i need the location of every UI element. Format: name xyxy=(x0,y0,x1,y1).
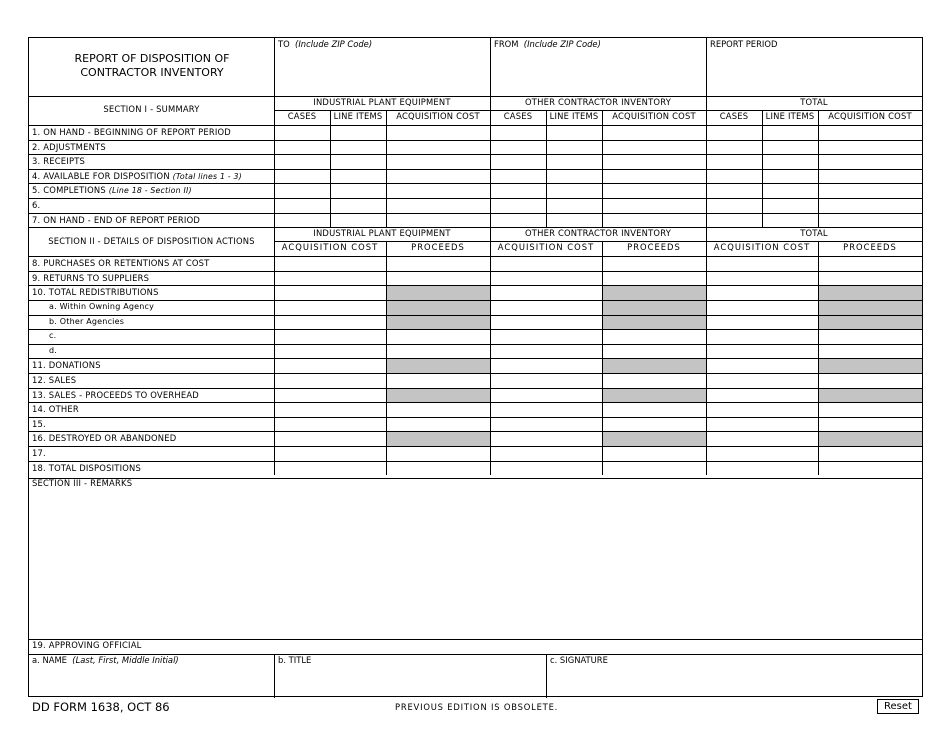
reset-button[interactable]: Reset xyxy=(877,699,919,714)
disposition-row-label: 18. TOTAL DISPOSITIONS xyxy=(32,462,142,473)
disposition-cell-input[interactable] xyxy=(604,331,704,343)
divider xyxy=(29,344,922,345)
form-title-line1: REPORT OF DISPOSITION OF xyxy=(74,52,230,65)
shaded-cell xyxy=(819,359,922,373)
disposition-row-label: b. Other Agencies xyxy=(49,316,125,326)
divider xyxy=(490,38,491,96)
title-label: b. TITLE xyxy=(278,655,312,665)
summary-cell-input[interactable] xyxy=(604,185,704,197)
disposition-cell-input[interactable] xyxy=(388,258,488,270)
shaded-cell xyxy=(603,359,706,373)
summary-row-label xyxy=(32,185,192,195)
section-remarks-title: SECTION III - REMARKS xyxy=(32,478,133,488)
summary-cell-input[interactable] xyxy=(492,142,544,154)
approver-name-field[interactable] xyxy=(32,667,270,695)
divider xyxy=(274,96,275,227)
summary-column-header: LINE ITEMS xyxy=(765,111,815,121)
disposition-cell-input[interactable] xyxy=(492,375,600,387)
summary-row-text: 6. xyxy=(32,200,41,210)
divider xyxy=(274,654,275,698)
disposition-cell-input[interactable] xyxy=(492,448,600,460)
summary-cell-input[interactable] xyxy=(332,185,384,197)
summary-cell-input[interactable] xyxy=(332,156,384,168)
disposition-column-header: ACQUISITION COST xyxy=(281,242,379,253)
summary-cell-input[interactable] xyxy=(820,185,920,197)
summary-column-header: LINE ITEMS xyxy=(333,111,383,121)
disposition-column-header: ACQUISITION COST xyxy=(497,242,595,253)
section-disposition-title: SECTION II - DETAILS OF DISPOSITION ACTIONS xyxy=(48,236,255,247)
shaded-cell xyxy=(603,301,706,315)
disposition-cell-input[interactable] xyxy=(708,346,816,358)
disposition-cell-input[interactable] xyxy=(604,273,704,285)
shaded-cell xyxy=(819,286,922,300)
disposition-cell-input[interactable] xyxy=(276,346,384,358)
disposition-cell-input[interactable] xyxy=(604,463,704,475)
summary-cell-input[interactable] xyxy=(708,171,760,183)
disposition-row-label: c. xyxy=(49,331,57,341)
summary-cell-input[interactable] xyxy=(276,142,328,154)
disposition-cell-input[interactable] xyxy=(604,404,704,416)
summary-cell-input[interactable] xyxy=(388,200,488,212)
to-label-wrap xyxy=(278,39,372,49)
form-title-line2: CONTRACTOR INVENTORY xyxy=(80,66,224,79)
divider xyxy=(29,461,922,462)
disposition-cell-input[interactable] xyxy=(708,287,816,299)
summary-cell-input[interactable] xyxy=(820,142,920,154)
disposition-row-label: 14. OTHER xyxy=(32,404,79,415)
disposition-cell-input[interactable] xyxy=(820,346,920,358)
disposition-column-header: ACQUISITION COST xyxy=(713,242,811,253)
disposition-row-label: 9. RETURNS TO SUPPLIERS xyxy=(32,272,150,283)
disposition-cell-input[interactable] xyxy=(492,433,600,445)
disposition-cell-input[interactable] xyxy=(604,258,704,270)
summary-cell-input[interactable] xyxy=(708,142,760,154)
approver-title-field[interactable] xyxy=(278,667,542,695)
summary-cell-input[interactable] xyxy=(708,127,760,139)
disposition-cell-input[interactable] xyxy=(820,448,920,460)
divider xyxy=(29,402,922,403)
summary-column-header: CASES xyxy=(503,111,533,121)
summary-cell-input[interactable] xyxy=(604,215,704,227)
disposition-group-header: OTHER CONTRACTOR INVENTORY xyxy=(524,228,672,239)
disposition-cell-input[interactable] xyxy=(604,346,704,358)
form-title xyxy=(29,52,275,80)
summary-cell-input[interactable] xyxy=(708,215,760,227)
disposition-cell-input[interactable] xyxy=(708,258,816,270)
summary-row-text: 1. ON HAND - BEGINNING OF REPORT PERIOD xyxy=(32,127,231,137)
disposition-cell-input[interactable] xyxy=(276,331,384,343)
disposition-cell-input[interactable] xyxy=(276,287,384,299)
disposition-cell-input[interactable] xyxy=(492,346,600,358)
summary-cell-input[interactable] xyxy=(548,156,600,168)
summary-group-header: INDUSTRIAL PLANT EQUIPMENT xyxy=(313,97,451,107)
divider xyxy=(29,639,922,640)
summary-row-label xyxy=(32,171,242,181)
disposition-cell-input[interactable] xyxy=(276,302,384,314)
summary-cell-input[interactable] xyxy=(708,200,760,212)
summary-row-text: 4. AVAILABLE FOR DISPOSITION xyxy=(32,170,173,181)
divider xyxy=(274,38,275,96)
summary-cell-input[interactable] xyxy=(332,215,384,227)
summary-cell-input[interactable] xyxy=(764,142,816,154)
shaded-cell xyxy=(387,432,490,446)
summary-cell-input[interactable] xyxy=(764,185,816,197)
disposition-cell-input[interactable] xyxy=(276,419,384,431)
disposition-row-label: a. Within Owning Agency xyxy=(49,302,155,311)
disposition-row-label: 17. xyxy=(32,448,46,458)
summary-cell-input[interactable] xyxy=(492,156,544,168)
disposition-cell-input[interactable] xyxy=(492,463,600,475)
summary-cell-input[interactable] xyxy=(332,200,384,212)
divider xyxy=(29,213,922,214)
to-label: TO xyxy=(278,39,290,49)
summary-cell-input[interactable] xyxy=(332,142,384,154)
summary-cell-input[interactable] xyxy=(388,171,488,183)
disposition-cell-input[interactable] xyxy=(388,448,488,460)
summary-cell-input[interactable] xyxy=(388,127,488,139)
summary-cell-input[interactable] xyxy=(764,156,816,168)
disposition-cell-input[interactable] xyxy=(708,302,816,314)
disposition-cell-input[interactable] xyxy=(388,346,488,358)
disposition-cell-input[interactable] xyxy=(604,448,704,460)
disposition-cell-input[interactable] xyxy=(276,273,384,285)
approver-signature-field[interactable] xyxy=(550,667,918,695)
summary-cell-input[interactable] xyxy=(492,185,544,197)
summary-cell-input[interactable] xyxy=(708,185,760,197)
summary-row-text: 3. RECEIPTS xyxy=(32,156,86,167)
summary-cell-input[interactable] xyxy=(388,215,488,227)
edition-note: PREVIOUS EDITION IS OBSOLETE. xyxy=(395,702,559,712)
to-address-field[interactable] xyxy=(278,50,486,94)
disposition-cell-input[interactable] xyxy=(492,273,600,285)
divider xyxy=(29,183,922,184)
disposition-cell-input[interactable] xyxy=(708,360,816,372)
divider xyxy=(706,227,707,475)
disposition-cell-input[interactable] xyxy=(820,404,920,416)
summary-row-text: 7. ON HAND - END OF REPORT PERIOD xyxy=(32,214,201,225)
disposition-cell-input[interactable] xyxy=(708,404,816,416)
summary-cell-input[interactable] xyxy=(708,156,760,168)
summary-cell-input[interactable] xyxy=(492,171,544,183)
summary-cell-input[interactable] xyxy=(548,185,600,197)
disposition-row-label: d. xyxy=(49,345,58,355)
disposition-cell-input[interactable] xyxy=(708,375,816,387)
signature-label: c. SIGNATURE xyxy=(550,655,608,665)
summary-column-header: CASES xyxy=(719,111,749,121)
summary-cell-input[interactable] xyxy=(548,215,600,227)
disposition-row-label: 11. DONATIONS xyxy=(32,360,101,371)
shaded-cell xyxy=(603,286,706,300)
disposition-cell-input[interactable] xyxy=(708,317,816,329)
disposition-cell-input[interactable] xyxy=(492,331,600,343)
from-hint: (Include ZIP Code) xyxy=(523,39,601,49)
disposition-cell-input[interactable] xyxy=(492,390,600,402)
disposition-cell-input[interactable] xyxy=(276,463,384,475)
summary-cell-input[interactable] xyxy=(276,127,328,139)
shaded-cell xyxy=(603,316,706,330)
summary-cell-input[interactable] xyxy=(276,200,328,212)
summary-cell-input[interactable] xyxy=(604,171,704,183)
disposition-row-label: 15. xyxy=(32,418,46,429)
shaded-cell xyxy=(387,389,490,403)
disposition-cell-input[interactable] xyxy=(276,448,384,460)
disposition-cell-input[interactable] xyxy=(276,258,384,270)
report-period-label: REPORT PERIOD xyxy=(710,39,778,49)
disposition-row-label: 8. PURCHASES OR RETENTIONS AT COST xyxy=(32,258,210,269)
summary-cell-input[interactable] xyxy=(604,127,704,139)
summary-row-note: (Total lines 1 - 3) xyxy=(172,171,242,181)
name-label-wrap xyxy=(32,655,179,665)
summary-cell-input[interactable] xyxy=(276,156,328,168)
disposition-cell-input[interactable] xyxy=(708,448,816,460)
summary-cell-input[interactable] xyxy=(332,127,384,139)
divider xyxy=(29,140,922,141)
remarks-field[interactable] xyxy=(32,490,918,636)
shaded-cell xyxy=(819,432,922,446)
disposition-cell-input[interactable] xyxy=(820,375,920,387)
shaded-cell xyxy=(819,389,922,403)
summary-row-text: 5. COMPLETIONS xyxy=(32,185,109,196)
disposition-cell-input[interactable] xyxy=(708,331,816,343)
summary-cell-input[interactable] xyxy=(492,215,544,227)
summary-cell-input[interactable] xyxy=(276,171,328,183)
shaded-cell xyxy=(387,316,490,330)
summary-row-label xyxy=(32,215,200,225)
report-period-field[interactable] xyxy=(710,50,918,94)
summary-cell-input[interactable] xyxy=(820,171,920,183)
shaded-cell xyxy=(387,301,490,315)
form-identifier: DD FORM 1638, OCT 86 xyxy=(32,700,170,714)
disposition-cell-input[interactable] xyxy=(276,404,384,416)
summary-cell-input[interactable] xyxy=(388,142,488,154)
disposition-cell-input[interactable] xyxy=(492,287,600,299)
disposition-column-header: PROCEEDS xyxy=(627,242,681,253)
divider xyxy=(706,96,707,227)
disposition-cell-input[interactable] xyxy=(388,419,488,431)
disposition-cell-input[interactable] xyxy=(492,404,600,416)
divider xyxy=(29,329,922,330)
from-address-field[interactable] xyxy=(494,50,702,94)
disposition-cell-input[interactable] xyxy=(276,433,384,445)
disposition-cell-input[interactable] xyxy=(604,419,704,431)
summary-row-text: 2. ADJUSTMENTS xyxy=(32,141,106,152)
disposition-cell-input[interactable] xyxy=(492,302,600,314)
disposition-cell-input[interactable] xyxy=(388,404,488,416)
summary-group-header: OTHER CONTRACTOR INVENTORY xyxy=(524,97,672,107)
summary-cell-input[interactable] xyxy=(604,142,704,154)
summary-row-note: (Line 18 - Section II) xyxy=(108,186,192,196)
disposition-cell-input[interactable] xyxy=(388,463,488,475)
approving-official-title: 19. APPROVING OFFICIAL xyxy=(32,640,142,650)
summary-row-label xyxy=(32,142,106,152)
summary-cell-input[interactable] xyxy=(548,200,600,212)
disposition-cell-input[interactable] xyxy=(276,375,384,387)
summary-cell-input[interactable] xyxy=(548,142,600,154)
summary-cell-input[interactable] xyxy=(492,127,544,139)
disposition-cell-input[interactable] xyxy=(276,317,384,329)
name-label: a. NAME xyxy=(32,655,67,665)
summary-cell-input[interactable] xyxy=(548,171,600,183)
divider xyxy=(546,654,547,698)
shaded-cell xyxy=(603,432,706,446)
summary-cell-input[interactable] xyxy=(276,215,328,227)
from-label-wrap xyxy=(494,39,601,49)
disposition-row-label: 16. DESTROYED OR ABANDONED xyxy=(32,433,177,444)
disposition-cell-input[interactable] xyxy=(492,258,600,270)
shaded-cell xyxy=(387,359,490,373)
divider xyxy=(274,110,922,111)
divider xyxy=(274,227,275,475)
summary-cell-input[interactable] xyxy=(604,200,704,212)
summary-cell-input[interactable] xyxy=(820,215,920,227)
summary-cell-input[interactable] xyxy=(388,156,488,168)
disposition-cell-input[interactable] xyxy=(276,390,384,402)
disposition-form xyxy=(28,37,923,697)
divider xyxy=(29,478,922,479)
disposition-row-label: 10. TOTAL REDISTRIBUTIONS xyxy=(32,287,159,298)
from-label: FROM xyxy=(494,39,519,49)
divider xyxy=(490,96,491,227)
disposition-cell-input[interactable] xyxy=(388,375,488,387)
summary-column-header: ACQUISITION COST xyxy=(828,111,912,121)
summary-cell-input[interactable] xyxy=(604,156,704,168)
section-summary-title: SECTION I - SUMMARY xyxy=(103,104,200,114)
disposition-cell-input[interactable] xyxy=(492,419,600,431)
disposition-cell-input[interactable] xyxy=(708,390,816,402)
shaded-cell xyxy=(603,389,706,403)
summary-cell-input[interactable] xyxy=(276,185,328,197)
disposition-cell-input[interactable] xyxy=(820,331,920,343)
summary-cell-input[interactable] xyxy=(764,200,816,212)
disposition-cell-input[interactable] xyxy=(708,433,816,445)
summary-column-header: CASES xyxy=(287,111,317,121)
summary-group-header: TOTAL xyxy=(800,97,828,107)
disposition-row-label: 13. SALES - PROCEEDS TO OVERHEAD xyxy=(32,389,199,400)
summary-cell-input[interactable] xyxy=(820,156,920,168)
summary-column-header: ACQUISITION COST xyxy=(612,111,696,121)
divider xyxy=(29,417,922,418)
summary-column-header: ACQUISITION COST xyxy=(396,111,480,121)
divider xyxy=(29,154,922,155)
disposition-cell-input[interactable] xyxy=(388,331,488,343)
divider xyxy=(29,446,922,447)
divider xyxy=(29,125,922,126)
summary-column-header: LINE ITEMS xyxy=(549,111,599,121)
disposition-group-header: INDUSTRIAL PLANT EQUIPMENT xyxy=(313,228,451,239)
disposition-cell-input[interactable] xyxy=(820,419,920,431)
disposition-cell-input[interactable] xyxy=(820,463,920,475)
summary-cell-input[interactable] xyxy=(820,127,920,139)
disposition-row-label: 12. SALES xyxy=(32,375,77,385)
summary-row-label xyxy=(32,156,85,166)
summary-cell-input[interactable] xyxy=(388,185,488,197)
disposition-cell-input[interactable] xyxy=(492,360,600,372)
disposition-cell-input[interactable] xyxy=(708,463,816,475)
disposition-cell-input[interactable] xyxy=(492,317,600,329)
disposition-cell-input[interactable] xyxy=(276,360,384,372)
disposition-cell-input[interactable] xyxy=(708,419,816,431)
to-hint: (Include ZIP Code) xyxy=(295,39,373,49)
disposition-cell-input[interactable] xyxy=(604,375,704,387)
summary-cell-input[interactable] xyxy=(764,127,816,139)
summary-cell-input[interactable] xyxy=(764,215,816,227)
summary-cell-input[interactable] xyxy=(764,171,816,183)
summary-row-label xyxy=(32,127,231,137)
divider xyxy=(706,38,707,96)
disposition-column-header: PROCEEDS xyxy=(411,242,465,253)
divider xyxy=(29,256,922,257)
summary-cell-input[interactable] xyxy=(820,200,920,212)
divider xyxy=(29,198,922,199)
disposition-cell-input[interactable] xyxy=(708,273,816,285)
disposition-cell-input[interactable] xyxy=(820,258,920,270)
summary-cell-input[interactable] xyxy=(492,200,544,212)
shaded-cell xyxy=(819,316,922,330)
divider xyxy=(274,241,922,242)
divider xyxy=(29,271,922,272)
disposition-group-header: TOTAL xyxy=(800,228,828,239)
disposition-cell-input[interactable] xyxy=(388,273,488,285)
disposition-cell-input[interactable] xyxy=(820,273,920,285)
divider xyxy=(29,169,922,170)
summary-row-label xyxy=(32,200,40,210)
divider xyxy=(490,227,491,475)
summary-cell-input[interactable] xyxy=(332,171,384,183)
divider xyxy=(29,373,922,374)
disposition-column-header: PROCEEDS xyxy=(843,242,897,253)
shaded-cell xyxy=(819,301,922,315)
summary-cell-input[interactable] xyxy=(548,127,600,139)
name-hint: (Last, First, Middle Initial) xyxy=(72,655,179,665)
shaded-cell xyxy=(387,286,490,300)
